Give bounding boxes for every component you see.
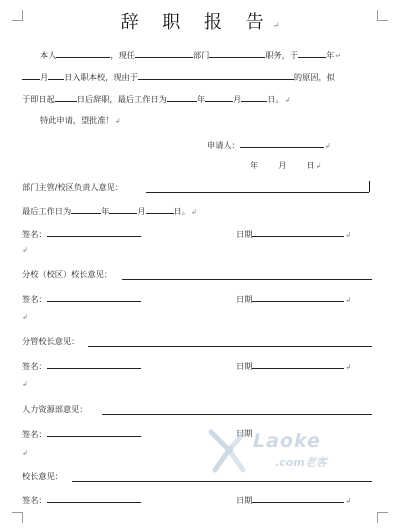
signature-field[interactable] [47,359,141,369]
signature-field[interactable] [47,292,141,302]
applicant-label: 申请人： [207,140,240,150]
join-month-blank[interactable] [22,70,40,80]
watermark-logo-icon [205,428,253,474]
last-work-year-blank[interactable] [71,204,101,214]
reason-text: 的原因，拟 [293,72,335,82]
date-label: 日期 [236,495,253,505]
paragraph-mark: ↲ [345,231,352,239]
date-month-text: 月 [278,160,287,170]
watermark-sub: .com老客 [275,456,327,469]
paragraph-mark: ↵ [272,21,280,30]
sign-row-4 [22,427,141,440]
principal-opinion-label: 校长意见： [22,471,63,481]
last-work-day-text: 日。 [173,206,190,216]
date-field[interactable] [252,292,344,302]
last-day-month-text: 月 [233,94,242,104]
date-label: 日期 [236,229,253,239]
resign-text: 日后辞职，最后工作日为 [76,94,167,104]
sign-label: 签名： [22,495,47,505]
joined-text: 日入职本校，现由于 [64,72,138,82]
last-day-day-text: 日。 [267,94,284,104]
date-label: 日期 [236,428,253,438]
sign-label: 签名： [22,294,47,304]
last-day-year-text: 年 [196,94,206,104]
date-row-1 [236,227,351,241]
text-cursor [369,181,370,192]
body-line-2 [22,70,335,83]
signature-field[interactable] [47,227,141,237]
branch-principal-opinion-label: 分校（校区）校长意见： [22,269,113,279]
date-label: 日期 [236,361,253,371]
paragraph-mark: ↵ [335,52,342,60]
applicant-date-line [250,159,321,172]
document-title [0,8,400,34]
paragraph-mark: ↲ [315,162,322,170]
last-day-month-blank[interactable] [205,92,233,102]
current-position-text: ，现任 [110,50,135,60]
applicant-line [207,138,331,152]
date-row-3 [236,359,351,373]
name-blank[interactable] [56,48,110,58]
department-blank[interactable] [135,48,193,58]
sign-label: 签名： [22,361,47,371]
sign-row-5 [22,493,141,506]
watermark-brand: Laoke [253,430,321,452]
department-head-opinion-field[interactable] [146,192,369,193]
job-text: 职务，于 [265,50,299,60]
sign-row-1 [22,227,141,240]
job-blank[interactable] [209,48,265,58]
date-row-2 [236,292,351,306]
department-text: 部门 [192,50,210,60]
join-month-text: 月 [40,72,49,82]
body-line-3 [22,92,291,106]
vice-principal-opinion-field[interactable] [88,346,372,347]
days-blank[interactable] [55,92,77,102]
paragraph-mark: ↲ [22,246,28,254]
join-year-blank[interactable] [298,48,326,58]
request-line [40,114,121,127]
last-work-day-blank[interactable] [146,204,174,214]
date-field[interactable] [252,493,344,503]
principal-opinion-field[interactable] [72,481,372,482]
vice-principal-opinion-label: 分管校长意见： [22,336,80,346]
sign-label: 签名： [22,429,47,439]
reason-blank[interactable] [138,70,294,80]
department-head-opinion-label: 部门主管/校区负责人意见： [22,182,124,192]
join-day-blank[interactable] [48,70,64,80]
page-corner-bottom-right [377,512,388,523]
date-label: 日期 [236,294,253,304]
last-work-year-text: 年 [101,206,110,216]
hr-opinion-field[interactable] [102,414,372,415]
paragraph-mark: ↲ [345,363,352,371]
join-year-text: 年 [326,50,335,60]
sign-row-3 [22,359,141,372]
page-corner-bottom-left [12,512,23,523]
paragraph-mark: ↲ [190,208,197,216]
last-work-line [22,204,197,218]
body-line-1 [40,48,341,62]
sign-label: 签名： [22,229,47,239]
branch-principal-opinion-field[interactable] [122,279,372,280]
signature-field[interactable] [47,427,141,437]
paragraph-mark: ↲ [284,96,291,104]
paragraph-mark: ↲ [22,449,28,457]
date-row-5 [236,493,351,507]
date-field[interactable] [252,227,344,237]
date-year-text: 年 [250,160,259,170]
signature-field[interactable] [47,493,141,503]
paragraph-mark: ↲ [324,142,331,150]
last-day-day-blank[interactable] [241,92,267,102]
paragraph-mark: ↲ [22,313,28,321]
name-prefix: 本人 [40,50,57,60]
paragraph-mark: ↲ [345,497,352,505]
effective-prefix: 于即日起 [22,94,55,104]
last-work-prefix: 最后工作日为 [22,206,72,216]
title-text: 辞 职 报 告 [120,12,273,33]
laoke-watermark [205,428,355,476]
paragraph-mark: ↲ [114,117,121,125]
paragraph-mark: ↲ [345,296,352,304]
date-field[interactable] [252,359,344,369]
request-text: 特此申请，望批准！ [40,115,114,125]
last-work-month-text: 月 [137,206,146,216]
hr-opinion-label: 人力资源部意见： [22,404,88,414]
applicant-blank[interactable] [240,138,324,148]
date-day-text: 日 [306,160,315,170]
last-day-year-blank[interactable] [167,92,197,102]
paragraph-mark: ↲ [22,380,28,388]
last-work-month-blank[interactable] [109,204,137,214]
sign-row-2 [22,292,141,305]
